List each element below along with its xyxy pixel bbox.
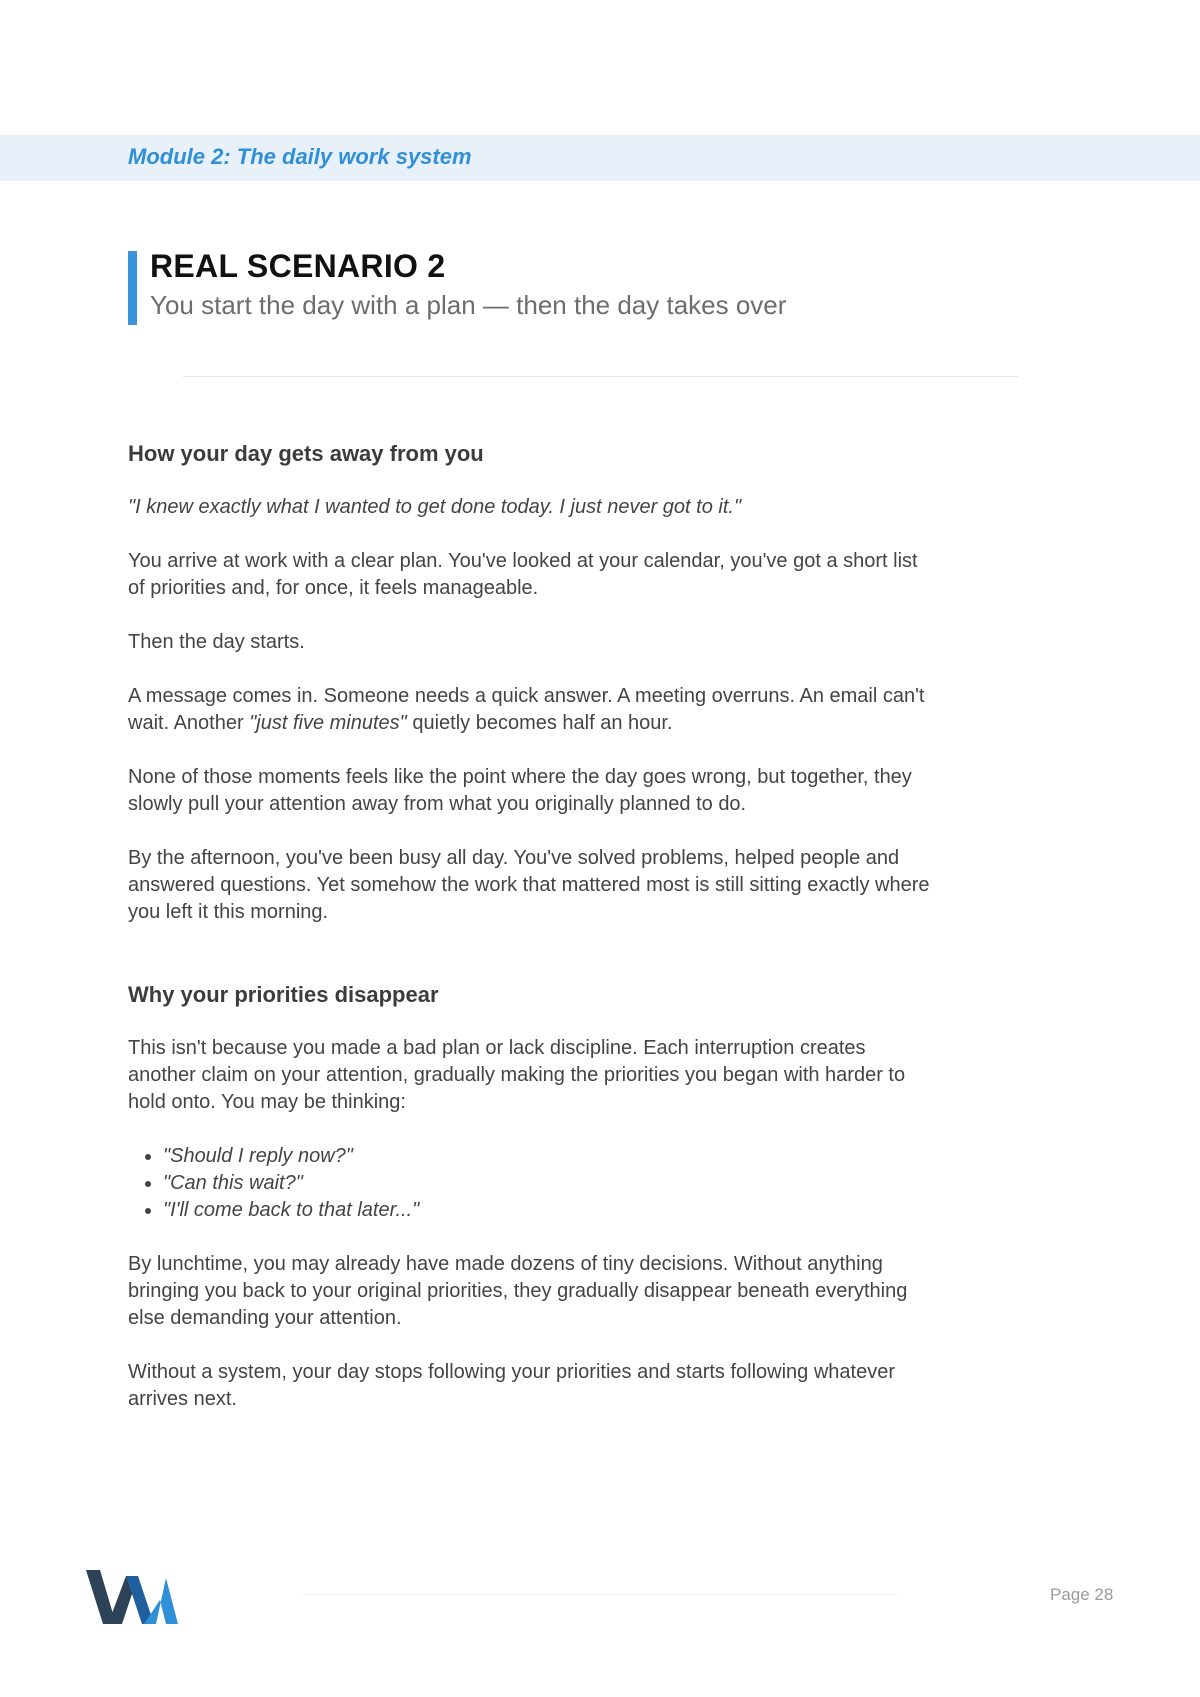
paragraph: Without a system, your day stops following your priorities and starts following whatever arrives next. [128, 1361, 896, 1410]
brand-logo [86, 1570, 178, 1624]
list-item: • "Can this wait?" [163, 1170, 938, 1197]
logo-accent-stroke [144, 1578, 178, 1624]
section-heading-day-away: How your day gets away from you [128, 441, 484, 466]
paragraph [128, 683, 938, 737]
scenario-subtitle: You start the day with a plan — then the day takes over [150, 290, 787, 320]
section-divider [183, 376, 1018, 377]
pull-quote [128, 494, 938, 521]
paragraph: By lunchtime, you may already have made dozens of tiny decisions. Without anything bringing you back to your original priorities, they gradually disappear beneath everything else demanding your attention. [128, 1253, 908, 1329]
paragraph-text: A message comes in. Someone needs a quick answer. A meeting overruns. An email can't wait. Another [128, 685, 925, 734]
paragraph: By the afternoon, you've been busy all day. You've solved problems, helped people and answered questions. Yet somehow the work that mattered most is still sitting exactly where you left it this morning. [128, 847, 930, 923]
main-content [128, 440, 938, 1440]
paragraph: Then the day starts. [128, 631, 305, 653]
list-item: • "I'll come back to that later..." [163, 1197, 938, 1224]
paragraph: This isn't because you made a bad plan or lack discipline. Each interruption creates another claim on your attention, gradually making the priorities you began with harder to hold onto. You may be thinking: [128, 1037, 906, 1113]
paragraph-text: quietly becomes half an hour. [406, 712, 673, 734]
module-title: Module 2: The daily work system [128, 144, 472, 169]
paragraph: None of those moments feels like the point where the day goes wrong, but together, they slowly pull your attention away from what you originally planned to do. [128, 766, 912, 815]
thought-list [128, 1143, 938, 1224]
emphasis-text: "just five minutes" [249, 712, 407, 734]
list-item: • "Should I reply now?" [163, 1143, 938, 1170]
section-heading-priorities: Why your priorities disappear [128, 982, 439, 1007]
paragraph: You arrive at work with a clear plan. You've looked at your calendar, you've got a short list of priorities and, for once, it feels manageable. [128, 550, 918, 599]
scenario-title: REAL SCENARIO 2 [150, 248, 446, 284]
footer-divider [303, 1594, 898, 1595]
scenario-accent-bar [128, 251, 137, 325]
page-number: Page 28 [1050, 1585, 1114, 1604]
pull-quote-text: "I knew exactly what I wanted to get done today. I just never got to it." [128, 496, 742, 518]
